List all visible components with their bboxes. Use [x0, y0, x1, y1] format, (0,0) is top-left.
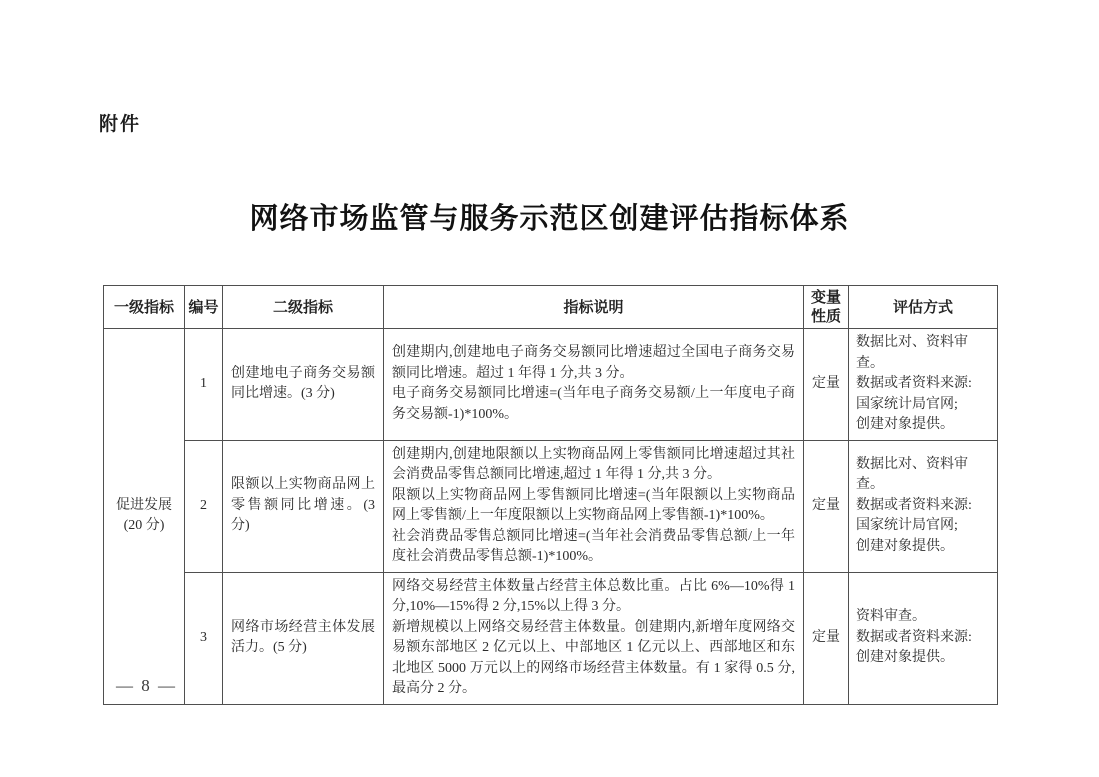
table-row-1	[104, 329, 998, 441]
secondary-indicator: 创建地电子商务交易额同比增速。(3 分)	[223, 329, 384, 441]
indicator-description	[384, 329, 804, 441]
table-header-row	[104, 286, 998, 329]
secondary-indicator: 限额以上实物商品网上零售额同比增速。(3 分)	[223, 440, 384, 572]
indicator-table	[103, 285, 998, 705]
indicator-description	[384, 440, 804, 572]
description-paragraph: 限额以上实物商品网上零售额同比增速=(当年限额以上实物商品网上零售额/上一年度限额以上实物商品网上零售额-1)*100%。	[392, 487, 795, 523]
evaluation-line: 国家统计局官网;	[856, 396, 958, 412]
header-number: 编号	[185, 286, 223, 329]
secondary-indicator: 网络市场经营主体发展活力。(5 分)	[223, 572, 384, 704]
evaluation-line: 数据或者资料来源:	[856, 629, 972, 645]
header-description: 指标说明	[384, 286, 804, 329]
evaluation-method	[849, 440, 998, 572]
row-number: 2	[185, 440, 223, 572]
variable-type: 定量	[804, 440, 849, 572]
evaluation-line: 创建对象提供。	[856, 650, 954, 666]
category-score: (20 分)	[123, 518, 165, 534]
document-title: 网络市场监管与服务示范区创建评估指标体系	[249, 203, 850, 235]
table-row-2	[104, 440, 998, 572]
header-level2-indicator: 二级指标	[223, 286, 384, 329]
page-number: — 8 —	[116, 676, 177, 695]
attachment-label: 附件	[99, 114, 142, 135]
evaluation-line: 创建对象提供。	[856, 538, 954, 554]
variable-type: 定量	[804, 329, 849, 441]
row-number: 3	[185, 572, 223, 704]
evaluation-line: 创建对象提供。	[856, 417, 954, 432]
description-paragraph: 电子商务交易额同比增速=(当年电子商务交易额/上一年度电子商务交易额-1)*100%。	[392, 386, 795, 422]
header-evaluation-method: 评估方式	[849, 286, 998, 329]
evaluation-method	[849, 329, 998, 441]
evaluation-line: 国家统计局官网;	[856, 518, 958, 534]
evaluation-line: 数据或者资料来源:	[856, 497, 972, 513]
description-paragraph: 社会消费品零售总额同比增速=(当年社会消费品零售总额/上一年度社会消费品零售总额-1)*100%。	[392, 528, 795, 564]
header-level1-indicator: 一级指标	[104, 286, 185, 329]
description-paragraph: 网络交易经营主体数量占经营主体总数比重。占比 6%—10%得 1 分,10%—15%得 2 分,15%以上得 3 分。	[392, 578, 795, 614]
table-row-3	[104, 572, 998, 704]
description-paragraph: 创建期内,创建地电子商务交易额同比增速超过全国电子商务交易额同比增速。超过 1 年得 1 分,共 3 分。	[392, 345, 795, 381]
variable-type: 定量	[804, 572, 849, 704]
indicator-description	[384, 572, 804, 704]
evaluation-line: 数据或者资料来源:	[856, 376, 972, 391]
evaluation-line: 数据比对、资料审查。	[856, 335, 968, 371]
description-paragraph: 创建期内,创建地限额以上实物商品网上零售额同比增速超过其社会消费品零售总额同比增速,超过 1 年得 1 分,共 3 分。	[392, 446, 795, 482]
evaluation-line: 资料审查。	[856, 609, 926, 625]
category-name: 促进发展	[116, 497, 172, 513]
header-variable-type: 变量性质	[804, 286, 849, 329]
evaluation-method	[849, 572, 998, 704]
category-cell	[104, 329, 185, 705]
evaluation-line: 数据比对、资料审查。	[856, 456, 968, 493]
description-paragraph: 新增规模以上网络交易经营主体数量。创建期内,新增年度网络交易额东部地区 2 亿元以上、中部地区 1 亿元以上、西部地区和东北地区 5000 万元以上的网络市场经营主体数量。有 1 家得 0.5 分,最高分 2 分。	[392, 619, 795, 696]
row-number: 1	[185, 329, 223, 441]
